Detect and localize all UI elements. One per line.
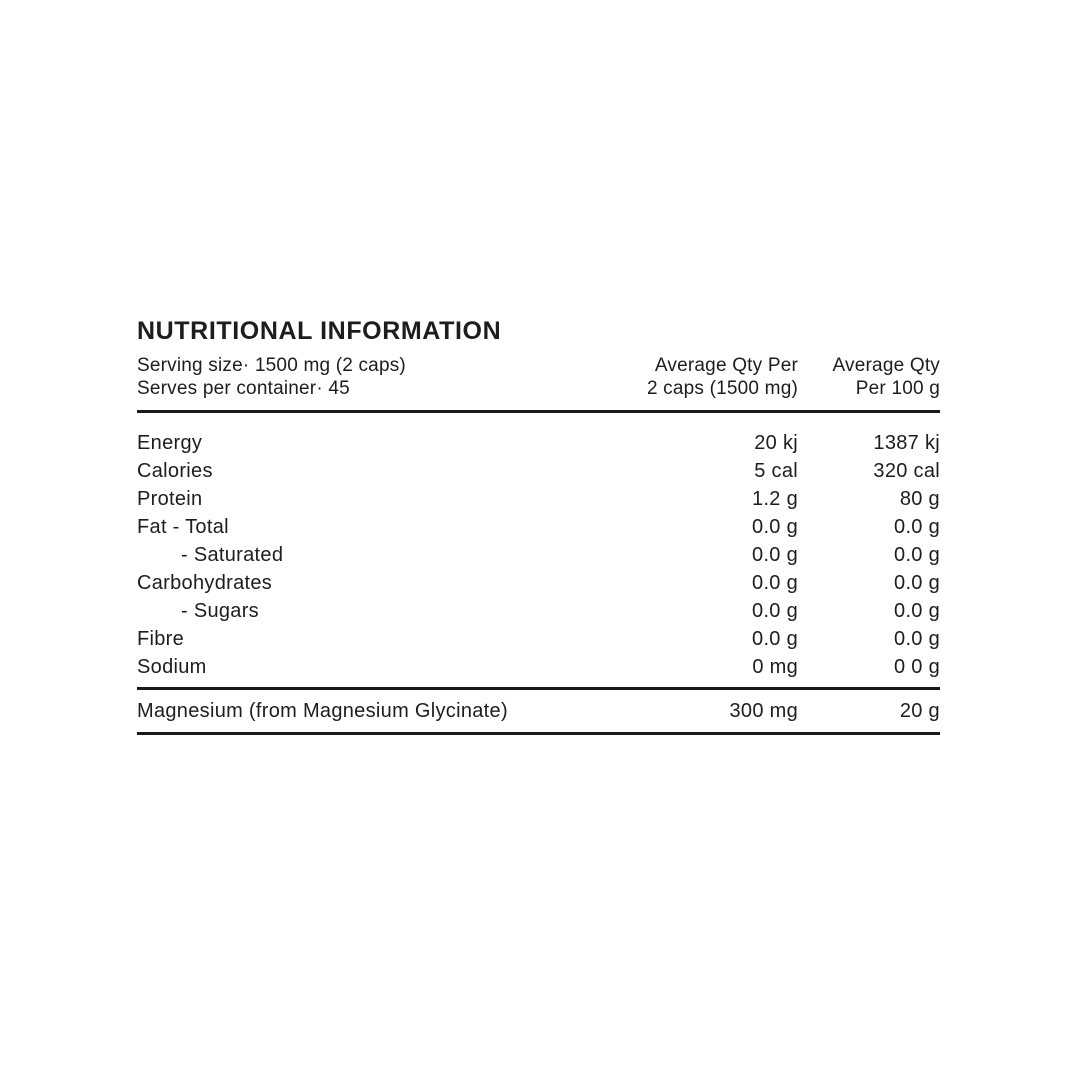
serving-size-text: Serving size· 1500 mg (2 caps) [137, 355, 406, 376]
nutrient-qty-per-serve: 1.2 g [752, 487, 798, 510]
nutrient-qty-per-100g: 0.0 g [894, 627, 940, 650]
column-header-per-100g-line1: Average Qty [832, 355, 940, 376]
nutrition-label [137, 317, 940, 735]
nutrient-table [137, 429, 940, 681]
nutrient-qty-per-100g: 0.0 g [894, 599, 940, 622]
table-row [137, 457, 940, 485]
column-header-per-serve [598, 354, 798, 400]
serves-per-container-text: Serves per container· 45 [137, 378, 350, 399]
table-row [137, 625, 940, 653]
active-ingredient-qty-per-100g: 20 g [899, 699, 940, 722]
nutrient-qty-per-100g: 0.0 g [894, 515, 940, 538]
nutrient-qty-per-serve: 0.0 g [752, 599, 798, 622]
active-ingredient-name: Magnesium (from Magnesium Glycinate) [137, 699, 508, 722]
nutrient-qty-per-100g: 0.0 g [894, 543, 940, 566]
table-row [137, 597, 940, 625]
nutrient-name: Calories [137, 459, 213, 482]
nutrient-name: Energy [137, 431, 203, 454]
table-row [137, 569, 940, 597]
column-header-per-serve-line2: 2 caps (1500 mg) [646, 378, 798, 399]
nutrient-qty-per-serve: 0.0 g [752, 515, 798, 538]
nutrient-qty-per-100g: 320 cal [873, 459, 940, 482]
nutrient-qty-per-100g: 0 0 g [894, 655, 940, 678]
table-row [137, 429, 940, 457]
table-row [137, 513, 940, 541]
nutrient-qty-per-100g: 0.0 g [894, 571, 940, 594]
nutrient-qty-per-100g: 1387 kj [873, 431, 940, 454]
column-header-per-serve-line1: Average Qty Per [654, 355, 798, 376]
page-title: NUTRITIONAL INFORMATION [137, 317, 502, 345]
table-row [137, 653, 940, 681]
divider-top [137, 410, 940, 413]
nutrient-qty-per-serve: 5 cal [754, 459, 798, 482]
nutrient-name: - Saturated [181, 543, 284, 566]
nutrient-name: - Sugars [181, 599, 259, 622]
active-ingredient-qty-per-serve: 300 mg [729, 699, 798, 722]
nutrient-qty-per-serve: 0 mg [752, 655, 798, 678]
nutrient-name: Fibre [137, 627, 185, 650]
nutrient-name: Protein [137, 487, 203, 510]
nutrient-name: Sodium [137, 655, 207, 678]
nutrient-qty-per-serve: 0.0 g [752, 543, 798, 566]
label-header [137, 354, 940, 400]
column-header-per-100g-line2: Per 100 g [855, 378, 940, 399]
serving-info [137, 354, 598, 400]
nutrient-qty-per-serve: 0.0 g [752, 571, 798, 594]
nutrient-qty-per-serve: 0.0 g [752, 627, 798, 650]
nutrient-name: Fat - Total [137, 515, 229, 538]
column-header-per-100g [798, 354, 940, 400]
table-row [137, 485, 940, 513]
active-ingredient-row [137, 690, 940, 732]
nutrient-name: Carbohydrates [137, 571, 273, 594]
table-row [137, 541, 940, 569]
nutrient-qty-per-100g: 80 g [899, 487, 940, 510]
divider-bottom [137, 732, 940, 735]
nutrient-qty-per-serve: 20 kj [754, 431, 798, 454]
